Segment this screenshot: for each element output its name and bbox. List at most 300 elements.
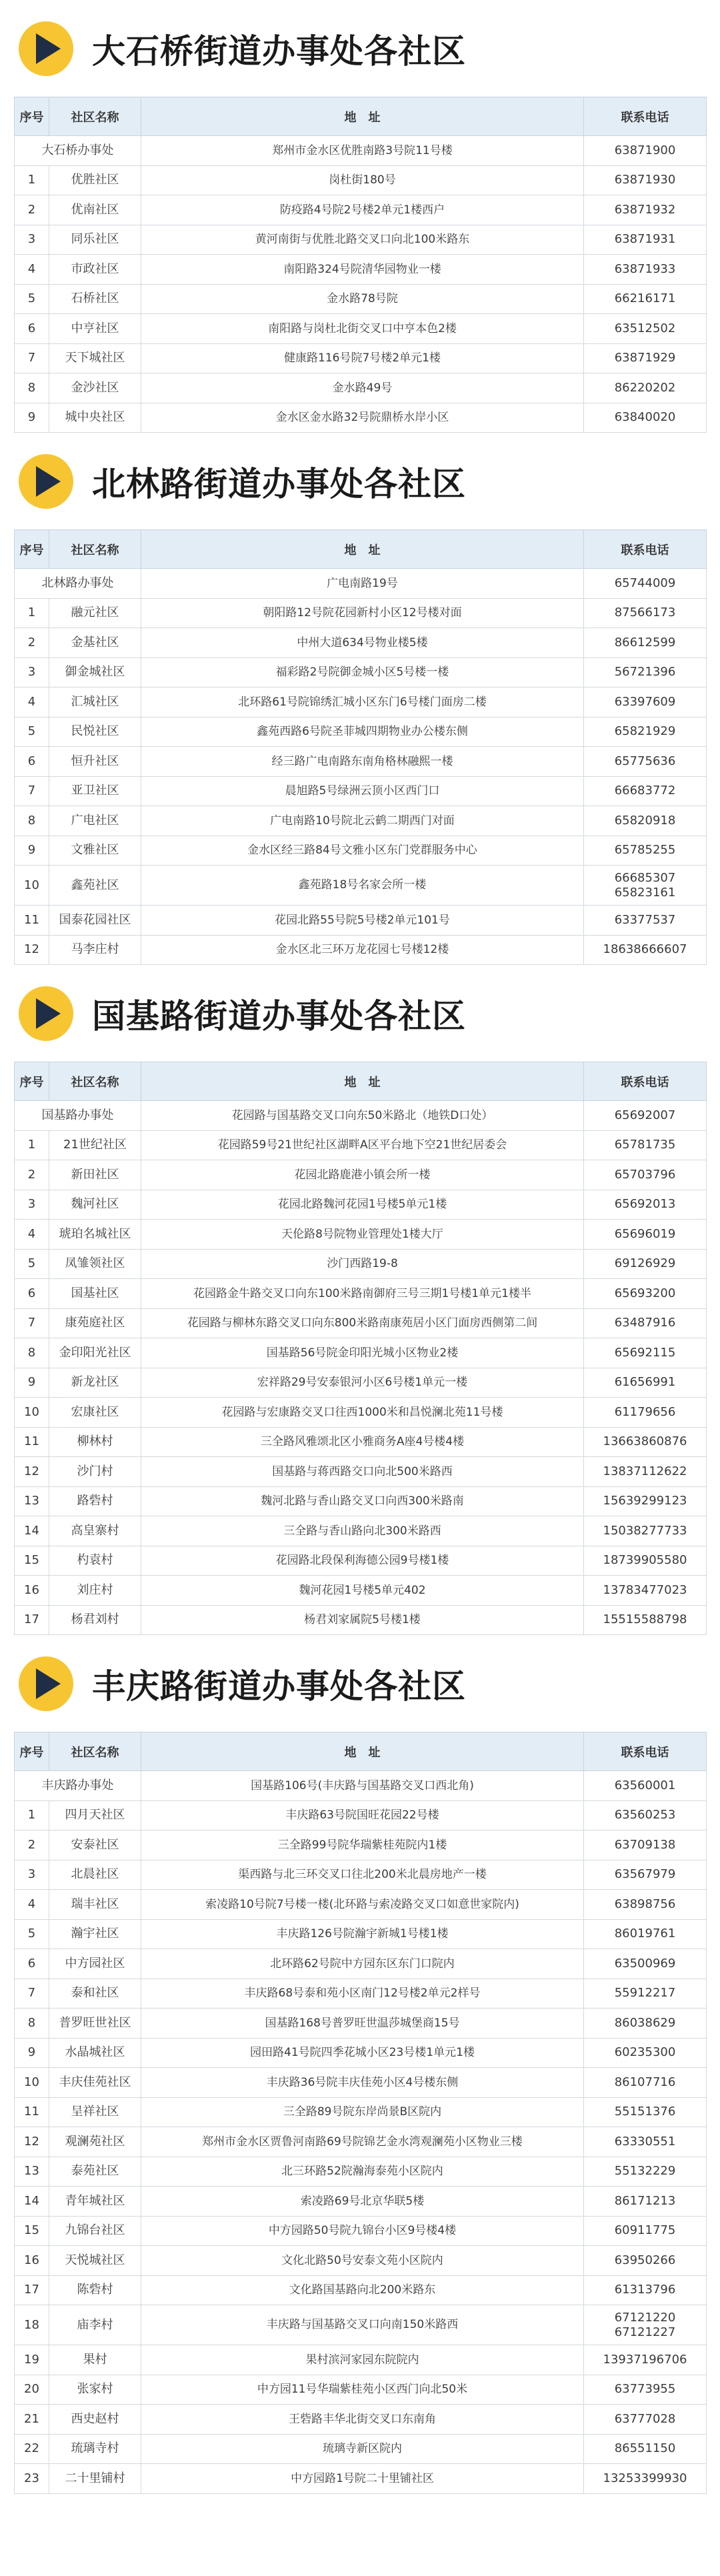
community-name: 琉璃寺村 <box>49 2434 141 2464</box>
table-header-row <box>15 97 707 136</box>
row-number: 20 <box>15 2375 49 2405</box>
community-name: 路砦村 <box>49 1486 141 1516</box>
community-phone: 63871929 <box>584 343 707 373</box>
row-number: 7 <box>15 1979 49 2009</box>
table-row <box>15 1457 707 1487</box>
office-address: 郑州市金水区优胜南路3号院11号楼 <box>141 136 584 166</box>
community-name: 泰和社区 <box>49 1979 141 2009</box>
community-name: 汇城社区 <box>49 688 141 718</box>
row-number: 5 <box>15 1919 49 1949</box>
row-number: 3 <box>15 1190 49 1220</box>
section-title: 大石桥街道办事处各社区 <box>92 31 466 71</box>
row-number: 4 <box>15 1220 49 1250</box>
community-phone: 65785255 <box>584 836 707 866</box>
row-number: 9 <box>15 1368 49 1398</box>
table-row <box>15 1308 707 1338</box>
community-phone: 63871932 <box>584 195 707 225</box>
community-address: 丰庆路63号院国旺花园22号楼 <box>141 1800 584 1830</box>
community-address: 花园路与宏康路交叉口往西1000米和昌悦澜北苑11号楼 <box>141 1398 584 1428</box>
community-phone: 65692115 <box>584 1338 707 1368</box>
table-row <box>15 225 707 255</box>
row-number: 6 <box>15 747 49 777</box>
community-phone: 15038277733 <box>584 1516 707 1546</box>
row-number: 17 <box>15 2275 49 2305</box>
community-phone: 15515588798 <box>584 1605 707 1635</box>
community-phone: 55132229 <box>584 2157 707 2187</box>
community-phone: 65775636 <box>584 747 707 777</box>
table-row <box>15 1516 707 1546</box>
community-name: 优胜社区 <box>49 165 141 195</box>
community-phone: 86551150 <box>584 2434 707 2464</box>
community-name: 四月天社区 <box>49 1800 141 1830</box>
community-address: 三全路风雅颂北区小雅商务A座4号楼4楼 <box>141 1427 584 1457</box>
row-number: 1 <box>15 1130 49 1160</box>
community-phone: 13937196706 <box>584 2345 707 2375</box>
row-number: 5 <box>15 717 49 747</box>
community-name: 泰苑社区 <box>49 2157 141 2187</box>
header-no: 序号 <box>15 1732 49 1771</box>
community-phone: 63512502 <box>584 314 707 344</box>
community-name: 沙门村 <box>49 1457 141 1487</box>
table-row <box>15 1279 707 1309</box>
community-address: 金水路49号 <box>141 373 584 403</box>
community-address: 花园路59号21世纪社区湖畔A区平台地下空21世纪居委会 <box>141 1130 584 1160</box>
table-row <box>15 1919 707 1949</box>
community-phone: 87566173 <box>584 598 707 628</box>
table-row <box>15 906 707 936</box>
header-phone: 联系电话 <box>584 530 707 569</box>
row-number: 4 <box>15 688 49 718</box>
table-row <box>15 165 707 195</box>
phone-line: 67121227 <box>614 2325 676 2339</box>
community-name: 二十里铺村 <box>49 2464 141 2494</box>
section-title: 丰庆路街道办事处各社区 <box>92 1666 466 1706</box>
community-name: 魏河社区 <box>49 1190 141 1220</box>
community-name: 宏康社区 <box>49 1398 141 1428</box>
community-phone: 66216171 <box>584 284 707 314</box>
row-number: 23 <box>15 2464 49 2494</box>
table-header-row <box>15 530 707 569</box>
community-address: 魏河花园1号楼5单元402 <box>141 1576 584 1606</box>
community-phone: 63500969 <box>584 1949 707 1979</box>
community-address: 渠西路与北三环交叉口往北200米北晨房地产一楼 <box>141 1860 584 1890</box>
community-phone: 86612599 <box>584 628 707 658</box>
community-name: 御金城社区 <box>49 658 141 688</box>
community-phone: 18638666607 <box>584 935 707 965</box>
community-phone: 15639299123 <box>584 1486 707 1516</box>
district-section <box>0 1635 720 2494</box>
community-name: 鑫苑社区 <box>49 866 141 906</box>
table-row <box>15 2464 707 2494</box>
community-name: 青年城社区 <box>49 2187 141 2217</box>
community-name: 陈砦村 <box>49 2275 141 2305</box>
community-phone: 63487916 <box>584 1308 707 1338</box>
community-name: 恒升社区 <box>49 747 141 777</box>
row-number: 2 <box>15 1160 49 1190</box>
community-phone: 61179656 <box>584 1398 707 1428</box>
header-address: 地 址 <box>141 97 584 136</box>
community-address: 三全路与香山路向北300米路西 <box>141 1516 584 1546</box>
community-phone: 65781735 <box>584 1130 707 1160</box>
table-row <box>15 1398 707 1428</box>
row-number: 5 <box>15 1249 49 1279</box>
row-number: 15 <box>15 1546 49 1576</box>
community-address: 金水路78号院 <box>141 284 584 314</box>
header-no: 序号 <box>15 97 49 136</box>
community-address: 国基路与蒋西路交口向北500米路西 <box>141 1457 584 1487</box>
community-name: 21世纪社区 <box>49 1130 141 1160</box>
community-name: 杨君刘村 <box>49 1605 141 1635</box>
row-number: 3 <box>15 658 49 688</box>
community-address: 中方园路50号院九锦台小区9号楼4楼 <box>141 2216 584 2246</box>
table-row <box>15 658 707 688</box>
office-phone: 63871900 <box>584 136 707 166</box>
community-address: 三全路89号院东岸尚景B区院内 <box>141 2097 584 2127</box>
community-address: 南阳路324号院清华园物业一楼 <box>141 255 584 285</box>
office-phone: 63560001 <box>584 1771 707 1801</box>
community-name: 民悦社区 <box>49 717 141 747</box>
row-number: 6 <box>15 1949 49 1979</box>
row-number: 4 <box>15 1890 49 1920</box>
table-header-row <box>15 1732 707 1771</box>
row-number: 12 <box>15 935 49 965</box>
community-phone: 65696019 <box>584 1220 707 1250</box>
row-number: 3 <box>15 225 49 255</box>
community-address: 索凌路69号北京华联5楼 <box>141 2187 584 2217</box>
row-number: 10 <box>15 866 49 906</box>
office-address: 国基路106号(丰庆路与国基路交叉口西北角) <box>141 1771 584 1801</box>
community-phone: 13663860876 <box>584 1427 707 1457</box>
row-number: 17 <box>15 1605 49 1635</box>
table-row <box>15 403 707 433</box>
community-address: 琉璃寺新区院内 <box>141 2434 584 2464</box>
table-row <box>15 1800 707 1830</box>
table-row <box>15 2345 707 2375</box>
community-phone: 65820918 <box>584 806 707 836</box>
table-row <box>15 1427 707 1457</box>
row-number: 11 <box>15 906 49 936</box>
row-number: 18 <box>15 2305 49 2345</box>
phone-line: 65823161 <box>614 885 676 900</box>
community-phone: 63840020 <box>584 403 707 433</box>
community-name: 金沙社区 <box>49 373 141 403</box>
community-address: 杨君刘家属院5号楼1楼 <box>141 1605 584 1635</box>
table-row <box>15 1546 707 1576</box>
table-row <box>15 1576 707 1606</box>
row-number: 14 <box>15 1516 49 1546</box>
table-row <box>15 836 707 866</box>
community-name: 张家村 <box>49 2375 141 2405</box>
community-phone: 61313796 <box>584 2275 707 2305</box>
office-name: 大石桥办事处 <box>15 136 141 166</box>
office-name: 丰庆路办事处 <box>15 1771 141 1801</box>
community-name: 新龙社区 <box>49 1368 141 1398</box>
community-address: 王砦路丰华北街交叉口东南角 <box>141 2405 584 2435</box>
header-name: 社区名称 <box>49 1732 141 1771</box>
table-row <box>15 747 707 777</box>
community-name: 柳林村 <box>49 1427 141 1457</box>
header-phone: 联系电话 <box>584 1732 707 1771</box>
community-phone: 55912217 <box>584 1979 707 2009</box>
community-address: 北三环路52院瀚海泰苑小区院内 <box>141 2157 584 2187</box>
community-phone: 65821929 <box>584 717 707 747</box>
community-name: 国基社区 <box>49 1279 141 1309</box>
table-row <box>15 1605 707 1635</box>
community-name: 广电社区 <box>49 806 141 836</box>
row-number: 2 <box>15 628 49 658</box>
community-name: 瑞丰社区 <box>49 1890 141 1920</box>
community-name: 庙李村 <box>49 2305 141 2345</box>
office-row <box>15 1101 707 1131</box>
community-address: 国基路56号院金印阳光城小区物业2楼 <box>141 1338 584 1368</box>
community-address: 中方园11号华瑞紫桂苑小区西门向北50米 <box>141 2375 584 2405</box>
community-name: 高皇寨村 <box>49 1516 141 1546</box>
community-phone: 65703796 <box>584 1160 707 1190</box>
row-number: 16 <box>15 2246 49 2276</box>
community-address: 丰庆路126号院瀚宇新城1号楼1楼 <box>141 1919 584 1949</box>
row-number: 9 <box>15 403 49 433</box>
table-row <box>15 1190 707 1220</box>
row-number: 10 <box>15 2068 49 2098</box>
header-name: 社区名称 <box>49 97 141 136</box>
row-number: 12 <box>15 2127 49 2157</box>
community-name: 观澜苑社区 <box>49 2127 141 2157</box>
table-row <box>15 284 707 314</box>
community-phone: 63567979 <box>584 1860 707 1890</box>
community-address: 花园路金牛路交叉口向东100米路南御府三号三期1号楼1单元1楼半 <box>141 1279 584 1309</box>
table-row <box>15 935 707 965</box>
table-row <box>15 1338 707 1368</box>
community-phone: 56721396 <box>584 658 707 688</box>
community-address: 郑州市金水区贾鲁河南路69号院锦艺金水湾观澜苑小区物业三楼 <box>141 2127 584 2157</box>
community-name: 琥珀名城社区 <box>49 1220 141 1250</box>
row-number: 2 <box>15 195 49 225</box>
community-address: 丰庆路与国基路交叉口向南150米路西 <box>141 2305 584 2345</box>
section-header <box>14 965 706 1062</box>
community-phone: 63777028 <box>584 2405 707 2435</box>
community-name: 果村 <box>49 2345 141 2375</box>
row-number: 13 <box>15 2157 49 2187</box>
community-name: 呈祥社区 <box>49 2097 141 2127</box>
community-phone: 63560253 <box>584 1800 707 1830</box>
community-phone: 66683772 <box>584 776 707 806</box>
header-no: 序号 <box>15 1062 49 1101</box>
community-table <box>14 1732 707 2494</box>
community-phone: 63377537 <box>584 906 707 936</box>
table-row <box>15 806 707 836</box>
header-no: 序号 <box>15 530 49 569</box>
header-address: 地 址 <box>141 1732 584 1771</box>
community-address: 广电南路10号院北云鹤二期西门对面 <box>141 806 584 836</box>
community-name: 优南社区 <box>49 195 141 225</box>
community-phone: 86038629 <box>584 2009 707 2039</box>
community-address: 宏祥路29号安泰银河小区6号楼1单元一楼 <box>141 1368 584 1398</box>
row-number: 3 <box>15 1860 49 1890</box>
community-phone: 65693200 <box>584 1279 707 1309</box>
table-row <box>15 2038 707 2068</box>
community-phone: 69126929 <box>584 1249 707 1279</box>
community-address: 魏河北路与香山路交叉口向西300米路南 <box>141 1486 584 1516</box>
community-phone: 86107716 <box>584 2068 707 2098</box>
community-table <box>14 1062 707 1635</box>
community-name: 凤雏领社区 <box>49 1249 141 1279</box>
row-number: 11 <box>15 2097 49 2127</box>
district-section <box>0 965 720 1635</box>
table-row <box>15 2246 707 2276</box>
community-name: 新田社区 <box>49 1160 141 1190</box>
community-address: 文化路国基路向北200米路东 <box>141 2275 584 2305</box>
table-row <box>15 195 707 225</box>
table-row <box>15 688 707 718</box>
community-phone: 18739905580 <box>584 1546 707 1576</box>
header-name: 社区名称 <box>49 1062 141 1101</box>
community-address: 沙门西路19-8 <box>141 1249 584 1279</box>
community-address: 花园路北段保利海德公园9号楼1楼 <box>141 1546 584 1576</box>
table-row <box>15 2375 707 2405</box>
community-name: 康苑庭社区 <box>49 1308 141 1338</box>
row-number: 8 <box>15 2009 49 2039</box>
community-phone: 63330551 <box>584 2127 707 2157</box>
district-section <box>0 433 720 965</box>
community-address: 果村滨河家园东院院内 <box>141 2345 584 2375</box>
community-address: 中州大道634号物业楼5楼 <box>141 628 584 658</box>
row-number: 9 <box>15 836 49 866</box>
community-name: 丰庆佳苑社区 <box>49 2068 141 2098</box>
row-number: 13 <box>15 1486 49 1516</box>
community-address: 福彩路2号院御金城小区5号楼一楼 <box>141 658 584 688</box>
table-row <box>15 2009 707 2039</box>
table-header-row <box>15 1062 707 1101</box>
community-phone: 63871931 <box>584 225 707 255</box>
community-name: 天下城社区 <box>49 343 141 373</box>
header-phone: 联系电话 <box>584 97 707 136</box>
table-row <box>15 343 707 373</box>
community-address: 中方园路1号院二十里铺社区 <box>141 2464 584 2494</box>
community-name: 北晨社区 <box>49 1860 141 1890</box>
row-number: 7 <box>15 343 49 373</box>
office-address: 花园路与国基路交叉口向东50米路北（地铁D口处） <box>141 1101 584 1131</box>
community-phone <box>584 2305 707 2345</box>
row-number: 10 <box>15 1398 49 1428</box>
play-triangle-icon <box>36 33 61 64</box>
community-name: 刘庄村 <box>49 1576 141 1606</box>
community-address: 防疫路4号院2号楼2单元1楼西户 <box>141 195 584 225</box>
office-row <box>15 136 707 166</box>
row-number: 9 <box>15 2038 49 2068</box>
community-name: 瀚宇社区 <box>49 1919 141 1949</box>
community-phone: 60235300 <box>584 2038 707 2068</box>
community-name: 杓袁村 <box>49 1546 141 1576</box>
section-header <box>14 0 706 97</box>
row-number: 15 <box>15 2216 49 2246</box>
table-row <box>15 2434 707 2464</box>
table-row <box>15 2275 707 2305</box>
row-number: 2 <box>15 1830 49 1860</box>
community-phone: 63773955 <box>584 2375 707 2405</box>
community-address: 北环路62号院中方园东区东门口院内 <box>141 1949 584 1979</box>
table-row <box>15 1486 707 1516</box>
community-address: 花园路与柳林东路交叉口向东800米路南康苑居小区门面房西侧第二间 <box>141 1308 584 1338</box>
community-phone: 13837112622 <box>584 1457 707 1487</box>
community-phone: 63871933 <box>584 255 707 285</box>
play-logo-icon <box>19 1656 73 1711</box>
community-name: 文雅社区 <box>49 836 141 866</box>
play-logo-icon <box>19 21 73 76</box>
office-phone: 65692007 <box>584 1101 707 1131</box>
community-phone: 63397609 <box>584 688 707 718</box>
phone-line: 66685307 <box>614 870 676 885</box>
row-number: 19 <box>15 2345 49 2375</box>
community-name: 九锦台社区 <box>49 2216 141 2246</box>
row-number: 5 <box>15 284 49 314</box>
row-number: 8 <box>15 806 49 836</box>
community-address: 晨旭路5号绿洲云顶小区西门口 <box>141 776 584 806</box>
table-row <box>15 1130 707 1160</box>
community-phone: 63950266 <box>584 2246 707 2276</box>
community-address: 索凌路10号院7号楼一楼(北环路与索凌路交叉口如意世家院内) <box>141 1890 584 1920</box>
community-address: 朝阳路12号院花园新村小区12号楼对面 <box>141 598 584 628</box>
district-section <box>0 0 720 433</box>
community-phone: 63871930 <box>584 165 707 195</box>
table-row <box>15 2097 707 2127</box>
community-phone: 55151376 <box>584 2097 707 2127</box>
community-name: 安泰社区 <box>49 1830 141 1860</box>
community-address: 天伦路8号院物业管理处1楼大厅 <box>141 1220 584 1250</box>
table-row <box>15 1249 707 1279</box>
community-phone: 63709138 <box>584 1830 707 1860</box>
community-address: 鑫苑西路6号院圣菲城四期物业办公楼东侧 <box>141 717 584 747</box>
table-row <box>15 1160 707 1190</box>
community-name: 金基社区 <box>49 628 141 658</box>
section-header <box>14 1635 706 1732</box>
community-table <box>14 529 707 965</box>
table-row <box>15 2187 707 2217</box>
community-name: 水晶城社区 <box>49 2038 141 2068</box>
community-name: 同乐社区 <box>49 225 141 255</box>
row-number: 21 <box>15 2405 49 2435</box>
community-address: 金水区经三路84号文雅小区东门党群服务中心 <box>141 836 584 866</box>
table-row <box>15 717 707 747</box>
community-address: 园田路41号院四季花城小区23号楼1单元1楼 <box>141 2038 584 2068</box>
table-row <box>15 866 707 906</box>
table-row <box>15 1860 707 1890</box>
table-row <box>15 2068 707 2098</box>
table-row <box>15 598 707 628</box>
table-row <box>15 1979 707 2009</box>
community-address: 文化北路50号安泰文苑小区院内 <box>141 2246 584 2276</box>
office-phone: 65744009 <box>584 569 707 599</box>
office-address: 广电南路19号 <box>141 569 584 599</box>
row-number: 8 <box>15 373 49 403</box>
community-phone <box>584 866 707 906</box>
community-phone: 86019761 <box>584 1919 707 1949</box>
row-number: 6 <box>15 1279 49 1309</box>
header-name: 社区名称 <box>49 530 141 569</box>
table-row <box>15 1890 707 1920</box>
row-number: 4 <box>15 255 49 285</box>
community-name: 中亨社区 <box>49 314 141 344</box>
community-name: 天悦城社区 <box>49 2246 141 2276</box>
community-phone: 60911775 <box>584 2216 707 2246</box>
table-row <box>15 373 707 403</box>
section-title: 国基路街道办事处各社区 <box>92 996 466 1036</box>
community-phone: 86171213 <box>584 2187 707 2217</box>
row-number: 1 <box>15 1800 49 1830</box>
table-row <box>15 255 707 285</box>
row-number: 14 <box>15 2187 49 2217</box>
table-row <box>15 776 707 806</box>
community-address: 北环路61号院锦绣汇城小区东门6号楼门面房二楼 <box>141 688 584 718</box>
